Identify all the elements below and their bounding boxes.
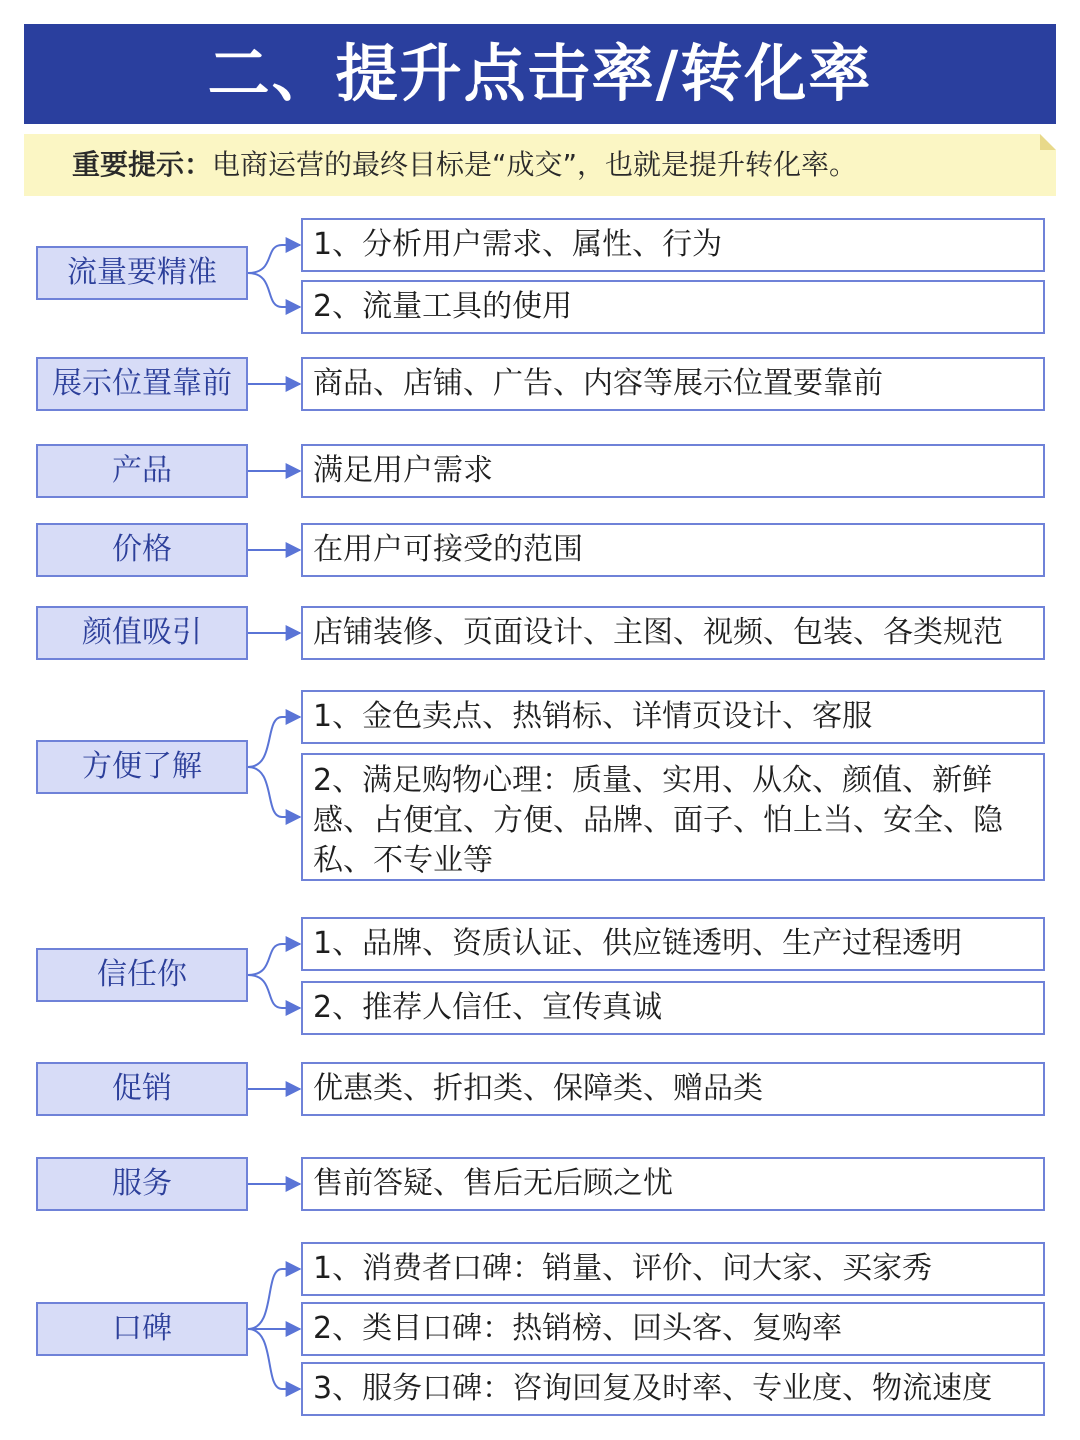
tip-text: 电商运营的最终目标是“成交”，也就是提升转化率。 <box>212 148 858 181</box>
item-product-1: 满足用户需求 <box>301 444 1045 498</box>
page-title: 二、提升点击率/转化率 <box>24 24 1056 124</box>
connector-arrow <box>248 767 300 817</box>
connector-arrow <box>248 944 300 975</box>
category-product: 产品 <box>36 444 248 498</box>
category-promotion: 促销 <box>36 1062 248 1116</box>
connector-arrow <box>248 717 300 767</box>
category-traffic-precision: 流量要精准 <box>36 246 248 300</box>
item-service-1: 售前答疑、售后无后顾之忧 <box>301 1157 1045 1211</box>
item-reputation-2: 2、类目口碑：热销榜、回头客、复购率 <box>301 1302 1045 1356</box>
item-traffic-1: 1、分析用户需求、属性、行为 <box>301 218 1045 272</box>
tip-label: 重要提示： <box>72 148 213 181</box>
item-reputation-1: 1、消费者口碑：销量、评价、问大家、买家秀 <box>301 1242 1045 1296</box>
item-traffic-2: 2、流量工具的使用 <box>301 280 1045 334</box>
connector-arrow <box>248 1329 300 1389</box>
category-display-position: 展示位置靠前 <box>36 357 248 411</box>
category-visual-appeal: 颜值吸引 <box>36 606 248 660</box>
category-service: 服务 <box>36 1157 248 1211</box>
connector-arrow <box>248 245 300 273</box>
category-reputation: 口碑 <box>36 1302 248 1356</box>
item-price-1: 在用户可接受的范围 <box>301 523 1045 577</box>
item-trust-2: 2、推荐人信任、宣传真诚 <box>301 981 1045 1035</box>
connector-arrow <box>248 273 300 307</box>
connector-arrow <box>248 1269 300 1329</box>
item-promotion-1: 优惠类、折扣类、保障类、赠品类 <box>301 1062 1045 1116</box>
item-visual-1: 店铺装修、页面设计、主图、视频、包装、各类规范 <box>301 606 1045 660</box>
connector-arrow <box>248 975 300 1008</box>
item-reputation-3: 3、服务口碑：咨询回复及时率、专业度、物流速度 <box>301 1362 1045 1416</box>
category-trust: 信任你 <box>36 948 248 1002</box>
item-understanding-1: 1、金色卖点、热销标、详情页设计、客服 <box>301 690 1045 744</box>
category-easy-understanding: 方便了解 <box>36 740 248 794</box>
item-display-1: 商品、店铺、广告、内容等展示位置要靠前 <box>301 357 1045 411</box>
item-trust-1: 1、品牌、资质认证、供应链透明、生产过程透明 <box>301 917 1045 971</box>
category-price: 价格 <box>36 523 248 577</box>
item-understanding-2: 2、满足购物心理：质量、实用、从众、颜值、新鲜感、占便宜、方便、品牌、面子、怕上当、安全、隐私、不专业等 <box>301 753 1045 881</box>
